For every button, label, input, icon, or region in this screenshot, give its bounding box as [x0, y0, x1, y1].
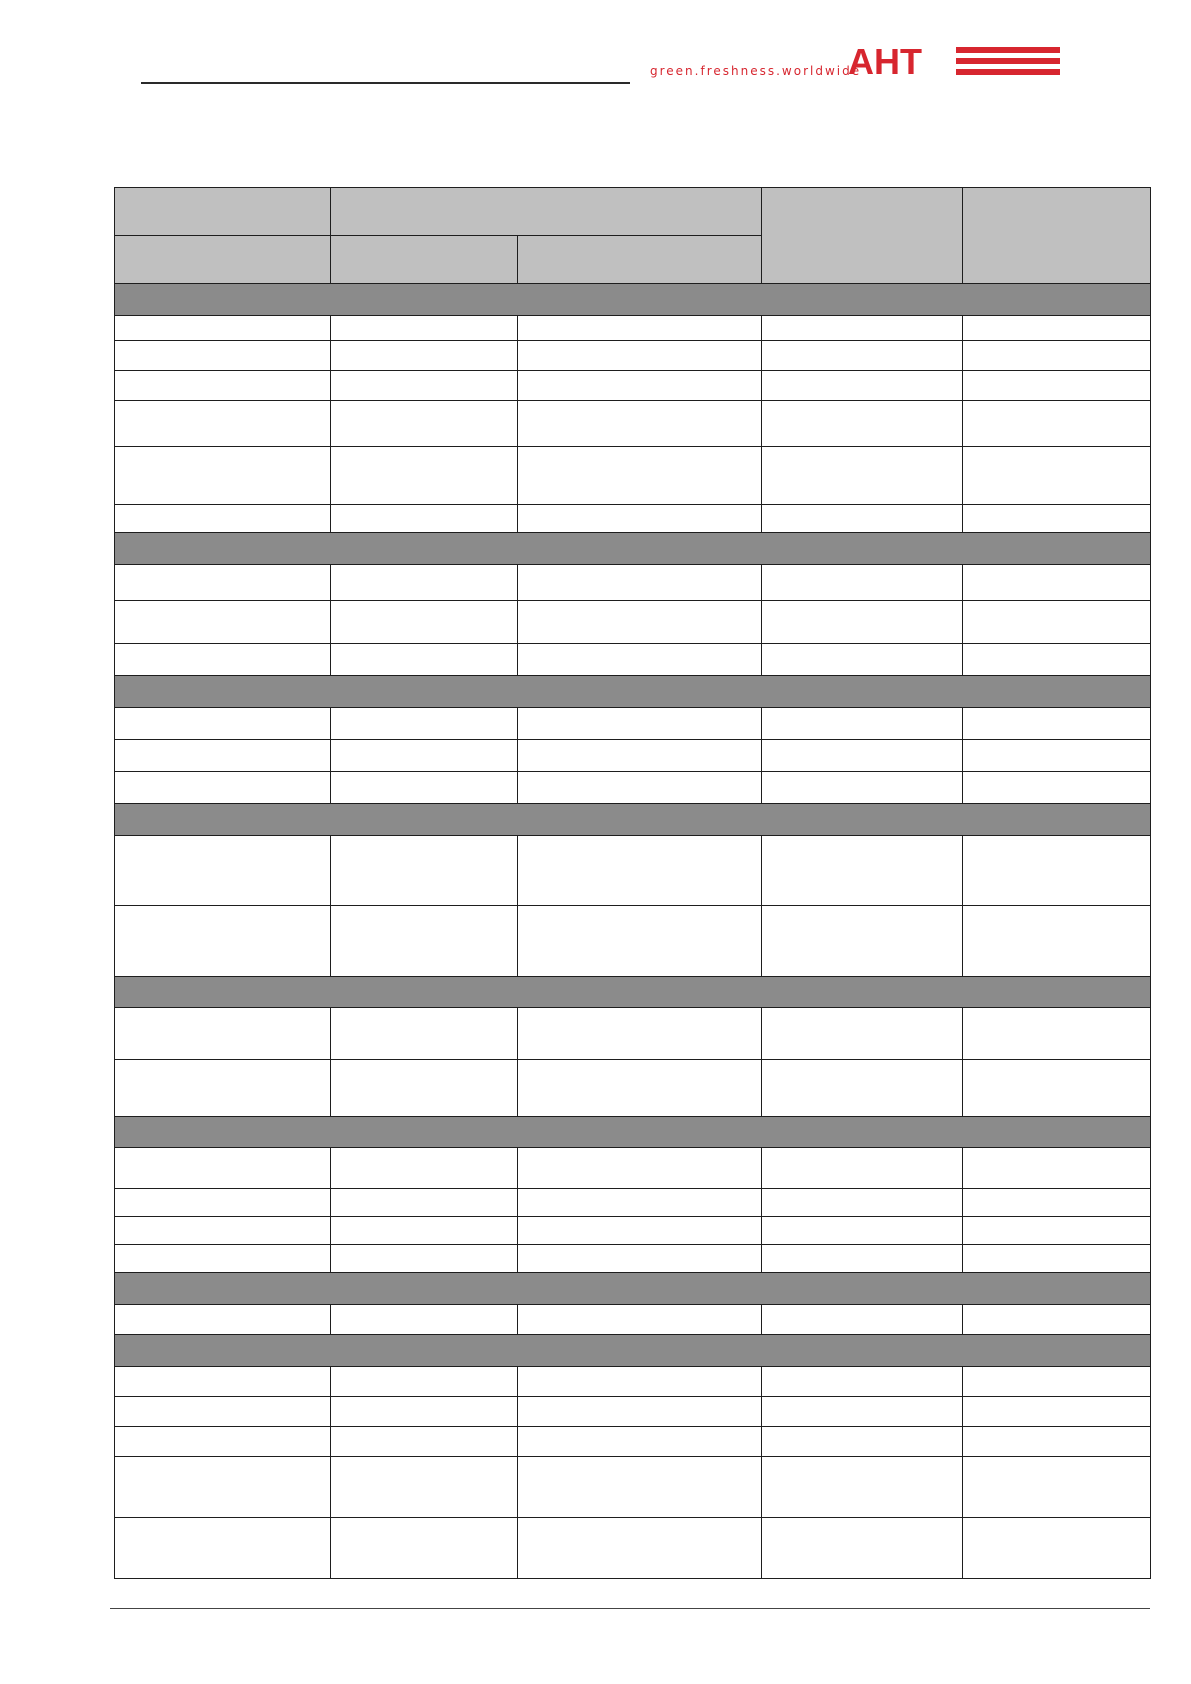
table-row — [115, 1245, 1151, 1273]
logo-stripe — [956, 47, 1060, 53]
logo-stripe — [956, 69, 1060, 75]
table-row — [115, 1189, 1151, 1217]
table-header-row — [115, 188, 1151, 236]
section-row — [115, 977, 1151, 1008]
table-row — [115, 1518, 1151, 1579]
header-cell — [115, 188, 331, 236]
header-cell — [762, 188, 963, 284]
table-row — [115, 906, 1151, 977]
logo-stripe — [956, 58, 1060, 64]
table-row — [115, 1060, 1151, 1117]
table-row — [115, 1397, 1151, 1427]
table-row — [115, 1148, 1151, 1189]
header-rule — [141, 82, 630, 84]
header-cell — [331, 236, 518, 284]
section-row — [115, 676, 1151, 708]
table-row — [115, 371, 1151, 401]
section-row — [115, 284, 1151, 316]
section-row — [115, 1273, 1151, 1305]
aht-logo — [848, 45, 1060, 77]
table-row — [115, 1457, 1151, 1518]
table-row — [115, 740, 1151, 772]
section-row — [115, 804, 1151, 836]
header-cell-group — [331, 188, 762, 236]
table-row — [115, 644, 1151, 676]
header-cell — [518, 236, 762, 284]
spec-table — [114, 187, 1151, 1579]
table-row — [115, 1305, 1151, 1335]
footer-rule — [110, 1608, 1150, 1609]
table-row — [115, 1217, 1151, 1245]
header-cell — [115, 236, 331, 284]
brand-tagline: green.freshness.worldwide — [650, 64, 862, 78]
section-row — [115, 1335, 1151, 1367]
section-row — [115, 1117, 1151, 1148]
table-row — [115, 1427, 1151, 1457]
table-row — [115, 836, 1151, 906]
table-row — [115, 1008, 1151, 1060]
table-row — [115, 447, 1151, 505]
table-row — [115, 565, 1151, 601]
section-row — [115, 533, 1151, 565]
table-row — [115, 341, 1151, 371]
table-row — [115, 772, 1151, 804]
aht-logo-text: AHT — [848, 45, 922, 77]
table-row — [115, 601, 1151, 644]
header-cell — [963, 188, 1151, 284]
table-row — [115, 401, 1151, 447]
table-row — [115, 316, 1151, 341]
table-row — [115, 505, 1151, 533]
table-row — [115, 708, 1151, 740]
table-row — [115, 1367, 1151, 1397]
